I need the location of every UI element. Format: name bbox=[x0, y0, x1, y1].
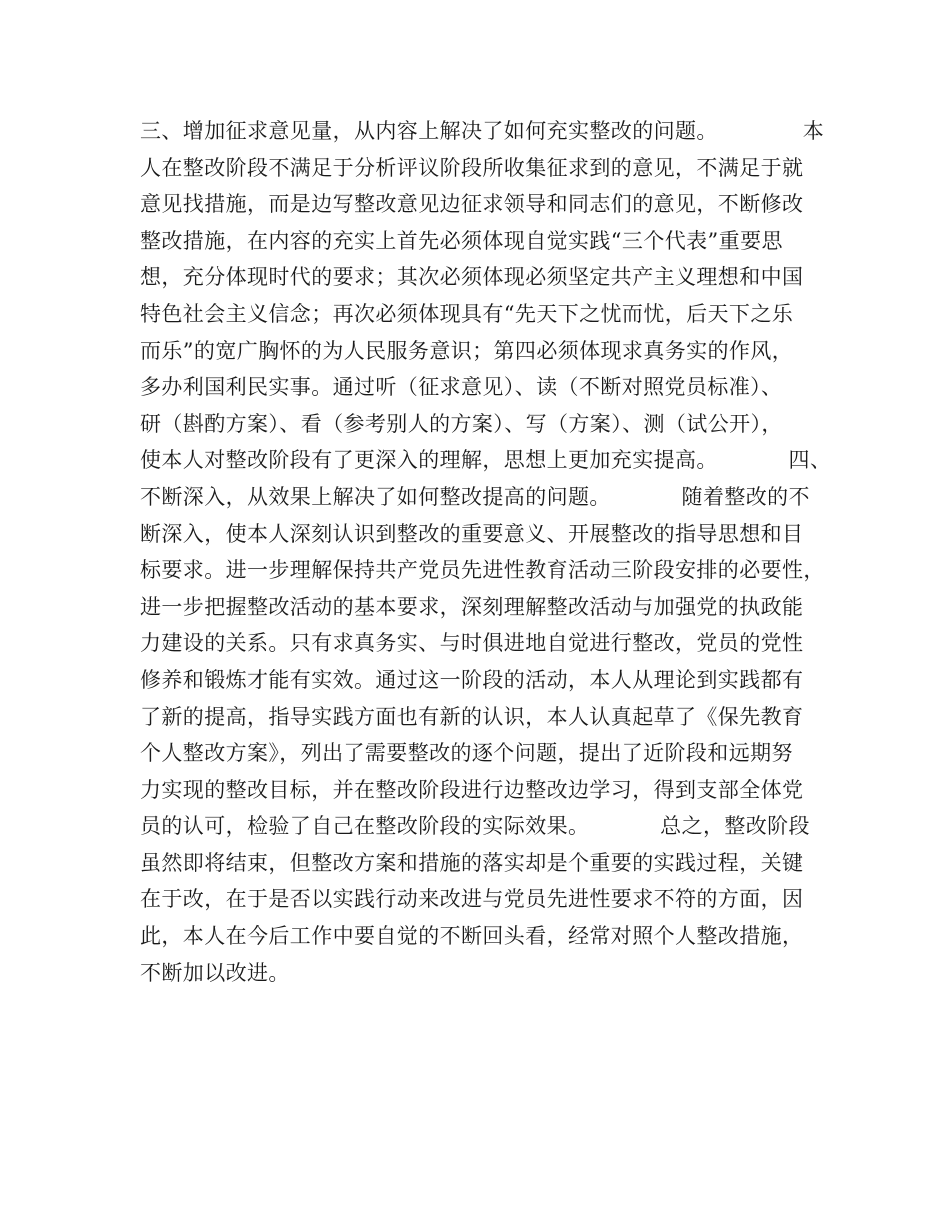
text-line: 员的认可，检验了自己在整改阶段的实际效果。 总之，整改阶段 bbox=[140, 814, 810, 839]
text-line: 不断深入，从效果上解决了如何整改提高的问题。 随着整改的不 bbox=[140, 484, 810, 509]
text-line: 虽然即将结束，但整改方案和措施的落实却是个重要的实践过程，关键 bbox=[140, 850, 804, 875]
text-line: 在于改，在于是否以实践行动来改进与党员先进性要求不符的方面，因 bbox=[140, 887, 804, 912]
text-line: 特色社会主义信念；再次必须体现具有“先天下之忧而忧，后天下之乐 bbox=[140, 301, 794, 326]
text-line: 想，充分体现时代的要求；其次必须体现必须坚定共产主义理想和中国 bbox=[140, 265, 804, 290]
text-line: 研（斟酌方案）、看（参考别人的方案）、写（方案）、测（试公开）， bbox=[140, 411, 783, 436]
text-line: 人在整改阶段不满足于分析评议阶段所收集征求到的意见，不满足于就 bbox=[140, 155, 804, 180]
text-line: 三、增加征求意见量，从内容上解决了如何充实整改的问题。 本 bbox=[140, 119, 825, 143]
text-line: 整改措施，在内容的充实上首先必须体现自觉实践“三个代表”重要思 bbox=[140, 228, 783, 253]
text-line: 个人整改方案》，列出了需要整改的逐个问题，提出了近阶段和远期努 bbox=[140, 741, 793, 766]
text-line: 进一步把握整改活动的基本要求，深刻理解整改活动与加强党的执政能 bbox=[140, 594, 804, 619]
text-line: 而乐”的宽广胸怀的为人民服务意识；第四必须体现求真务实的作风， bbox=[140, 338, 794, 363]
text-line: 了新的提高，指导实践方面也有新的认识，本人认真起草了《保先教育 bbox=[140, 704, 804, 729]
text-line: 此，本人在今后工作中要自觉的不断回头看，经常对照个人整改措施， bbox=[140, 924, 804, 949]
text-line: 力实现的整改目标，并在整改阶段进行边整改边学习，得到支部全体党 bbox=[140, 777, 804, 802]
text-line: 不断加以改进。 bbox=[140, 960, 290, 985]
text-line: 使本人对整改阶段有了更深入的理解，思想上更加充实提高。 四、 bbox=[140, 448, 832, 473]
text-line: 标要求。进一步理解保持共产党员先进性教育活动三阶段安排的必要性， bbox=[140, 558, 825, 583]
text-line: 修养和锻炼才能有实效。通过这一阶段的活动，本人从理论到实践都有 bbox=[140, 667, 804, 692]
text-line: 多办利国利民实事。通过听（征求意见）、读（不断对照党员标准）、 bbox=[140, 375, 783, 400]
text-line: 力建设的关系。只有求真务实、与时俱进地自觉进行整改，党员的党性 bbox=[140, 631, 804, 656]
text-line: 意见找措施，而是边写整改意见边征求领导和同志们的意见，不断修改 bbox=[140, 192, 804, 217]
body-text bbox=[140, 113, 840, 991]
text-line: 断深入，使本人深刻认识到整改的重要意义、开展整改的指导思想和目 bbox=[140, 521, 804, 546]
